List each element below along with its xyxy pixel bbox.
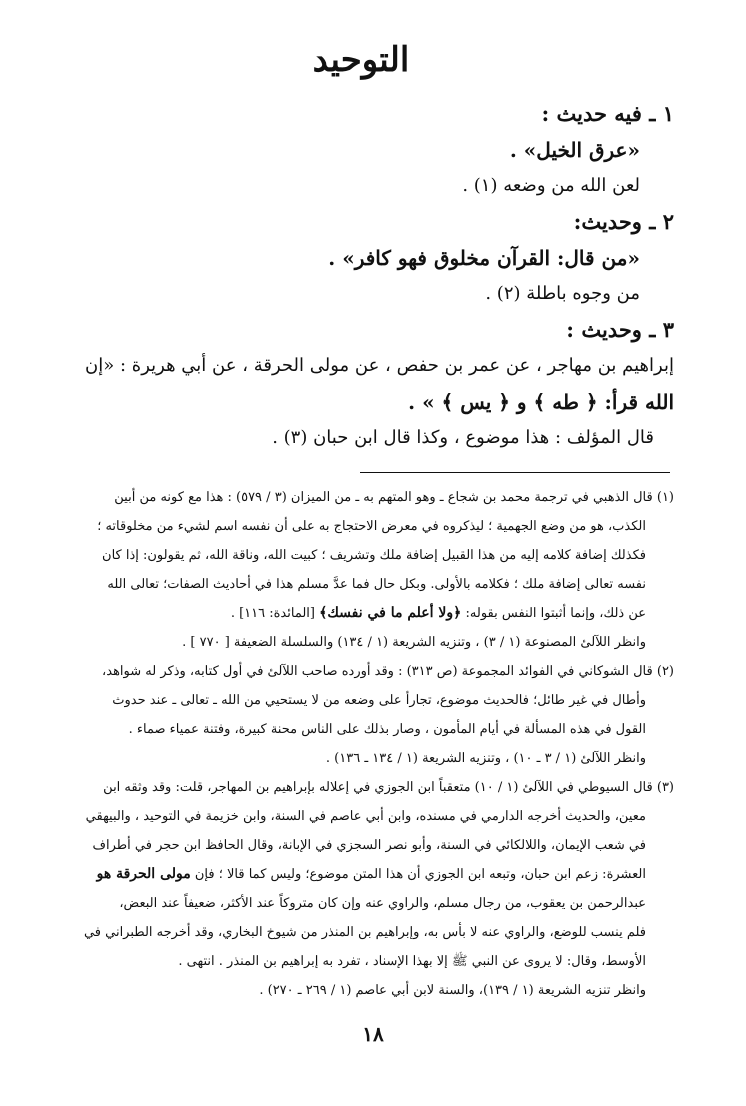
section-1-note: لعن الله من وضعه (١) .: [462, 175, 640, 196]
footnote-line: (٢) قال الشوكاني في الفوائد المجموعة (ص ٣١٣) : وقد أورده صاحب اللآلئ في أول كتابه، وذكر له شواهد،: [102, 664, 674, 679]
footnote-line: فكذلك إضافة كلامه إليه من هذا القبيل إضافة ملك وتشريف ؛ كبيت الله، وناقة الله، ثم يقولون: إذا كان: [102, 548, 646, 563]
section-1-heading: ١ ـ فيه حديث :: [541, 101, 674, 126]
emphasized-phrase: مولى الحرقة هو: [96, 866, 191, 882]
footnote-line: وانظر تنزيه الشريعة (١ / ١٣٩)، والسنة لابن أبي عاصم (١ / ٢٦٩ ـ ٢٧٠) .: [259, 983, 646, 998]
section-2-quote: «من قال: القرآن مخلوق فهو كافر» .: [328, 246, 640, 270]
footnote-line: عبدالرحمن بن يعقوب، من رجال مسلم، والراوي عنه وإن كان متروكاً عند الأكثر، ضعيفاً عند البعض،: [119, 896, 646, 911]
section-2-heading: ٢ ـ وحديث:: [573, 209, 674, 234]
page-title: التوحيد: [312, 40, 410, 80]
footnote-line: فلم ينسب للوضع، والراوي عنه لا بأس به، وإبراهيم بن المنذر من شيوخ البخاري، وقد أخرجه الطبراني في: [83, 925, 646, 940]
footnote-2: [48, 657, 674, 773]
footnote-line: في شعب الإيمان، واللالكائي في السنة، وأبو نصر السجزي في الإبانة، وقال الحافظ ابن حجر في أطراف: [92, 838, 646, 853]
footnote-line: وانظر اللآلئ (١ / ٣ ـ ١٠) ، وتنزيه الشريعة (١ / ١٣٤ ـ ١٣٦) .: [325, 751, 646, 766]
section-3-author-verdict: قال المؤلف : هذا موضوع ، وكذا قال ابن حبان (٣) .: [272, 427, 654, 448]
section-2-note: من وجوه باطلة (٢) .: [485, 283, 640, 304]
footnote-line: عن ذلك، وإنما أثبتوا النفس بقوله: ﴿ولا أعلم ما في نفسك﴾ [المائدة: ١١٦] .: [230, 605, 646, 621]
footnote-line: نفسه تعالى إضافة ملك ؛ فكلامه بالأولى. وبكل حال فما عدَّ مسلم هذا في أحاديث الصفات؛ تعالى الله: [107, 577, 646, 592]
footnote-3: [48, 773, 674, 1005]
section-3-narration-line-2: الله قرأ: ﴿ طه ﴾ و ﴿ يس ﴾ » .: [408, 390, 674, 414]
footnote-line: معين، والحديث أخرجه الدارمي في مسنده، وابن أبي عاصم في السنة، وابن خزيمة في التوحيد ، والبيهقي: [85, 809, 646, 824]
footnote-line: (٣) قال السيوطي في اللآلئ (١ / ١٠) متعقباً ابن الجوزي في إعلاله بإبراهيم بن المهاجر، قلت: وقد وثقه ابن: [103, 780, 674, 795]
section-3-heading: ٣ ـ وحديث :: [566, 317, 674, 342]
section-3-narration-line-1: إبراهيم بن مهاجر ، عن عمر بن حفص ، عن مولى الحرقة ، عن أبي هريرة : «إن: [85, 355, 674, 376]
footnote-1: [48, 483, 674, 657]
page-number: ١٨: [362, 1022, 384, 1046]
footnote-line: القول في هذه المسألة في أيام المأمون ، وصار بذلك على الناس محنة كبيرة، وفتنة عمياء صماء .: [128, 722, 646, 737]
footnote-line: الأوسط، وقال: لا يروى عن النبي ﷺ إلا بهذا الإسناد ، تفرد به إبراهيم بن المنذر . انتهى .: [178, 954, 646, 969]
section-1-quote: «عرق الخيل» .: [509, 138, 640, 162]
footnote-divider: [360, 472, 670, 473]
footnote-line: العشرة: زعم ابن حبان، وتبعه ابن الجوزي أن هذا المتن موضوع؛ وليس كما قالا ؛ فإن مولى الحرقة هو: [96, 866, 646, 882]
footnote-line: الكذب، هو من وضع الجهمية ؛ ليذكروه في معرض الاحتجاج به على أن نفسه اسم لشيء من مخلوقاته ؛: [97, 519, 646, 534]
footnote-line: وانظر اللآلئ المصنوعة (١ / ٣) ، وتنزيه الشريعة (١ / ١٣٤) والسلسلة الضعيفة [ ٧٧٠ ] .: [182, 635, 646, 650]
emphasized-phrase: ﴿ولا أعلم ما في نفسك﴾: [319, 605, 462, 621]
footnote-line: وأطال في غير طائل؛ فالحديث موضوع، تجارأ على وضعه من لا يستحيي من الله ـ تعالى ـ عند حدوث: [112, 693, 646, 708]
footnote-line: (١) قال الذهبي في ترجمة محمد بن شجاع ـ وهو المتهم به ـ من الميزان (٣ / ٥٧٩) : هذا مع كونه من أبين: [114, 490, 674, 505]
